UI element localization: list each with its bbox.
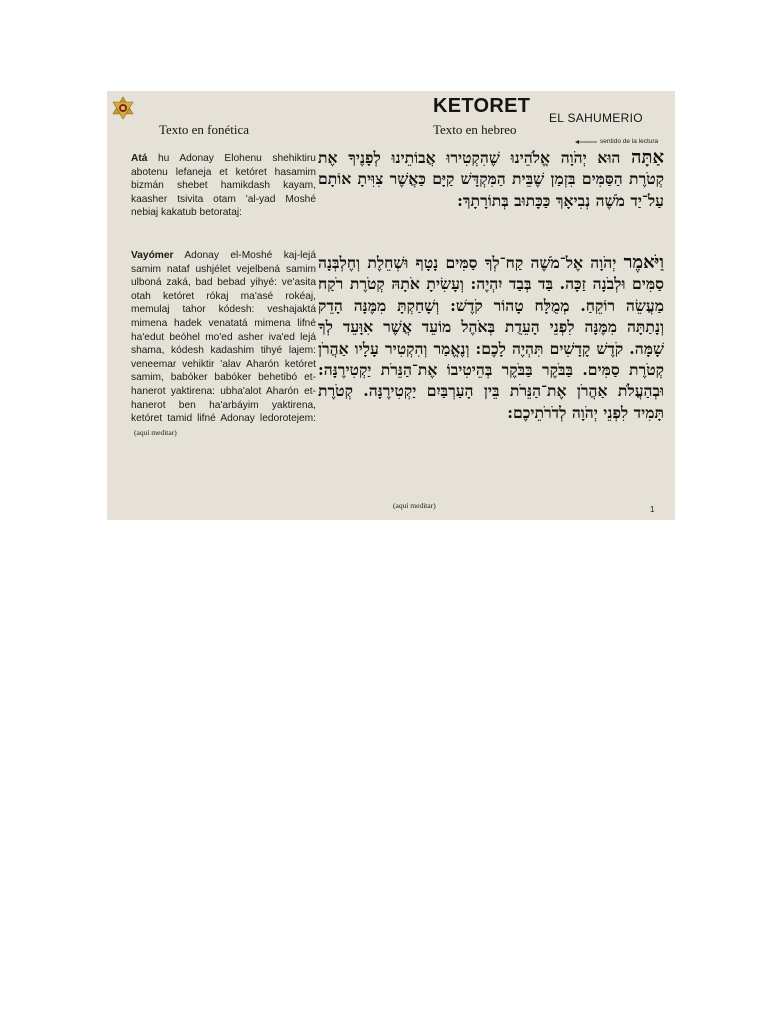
phonetic-column-heading: Texto en fonética [159, 122, 250, 137]
page-number: 1 [650, 505, 655, 514]
phonetic-paragraph [131, 249, 316, 439]
star-of-david-icon [111, 96, 135, 120]
hebrew-text: יְהֹוָה אֶל־מֹשֶׁה קַח־לְךָ סַמִּים נָטָף וּשְׁחֵלֶת וְחֶלְבְּנָה סַמִּים וּלְבֹנָה זַכָּה. בַּד בְּבַד יִהְיֶה: וְעָשִׂיתָ אֹתָהּ קְטֹרֶת רֹקַח מַעֲשֵׂה רוֹקֵחַ. מְמֻלָּח טָהוֹר קֹדֶשׁ: וְשָׁחַקְתָּ מִמֶּנָּה הָדֵק וְנָתַתָּה מִמֶּנָּה לִפְנֵי הָעֵדֻת בְּאֹהֶל מוֹעֵד אֲשֶׁר אִוָּעֵד לְךָ שָׁמָּה. קֹדֶשׁ קָדָשִׁים תִּהְיֶה לָכֶם: וְנֶאֱמַר וְהִקְטִיר עָלָיו אַהֲרֹן קְטֹרֶת סַמִּים. בַּבֹּקֶר בַּבֹּקֶר בְּהֵיטִיבוֹ אֶת־הַנֵּרֹת יַקְטִירֶנָּה: וּבְהַעֲלֹת אַהֲרֹן אֶת־הַנֵּרֹת בֵּין הָעַרְבַּיִם יַקְטִירֶנָּה. קְטֹרֶת תָּמִיד לִפְנֵי יְהֹוָה לְדֹרֹתֵיכֶם: [318, 253, 664, 422]
reading-direction-label: sentido de la lectura [600, 138, 659, 145]
hebrew-lead-word: וַיֹּאמֶר [623, 252, 664, 273]
hebrew-text: הוּא יְהֹוָה אֱלֹהֵינוּ שֶׁהִקְטִירוּ אֲבוֹתֵינוּ לְפָנֶיךָ אֶת קְטֹרֶת הַסַּמִּים בִּזְמַן שֶׁבֵּית הַמִּקְדָּשׁ קַיָּם כַּאֲשֶׁר צִוִּיתָ אוֹתָם עַל־יַד מֹשֶׁה נְבִיאָךְ כַּכָּתוּב בְּתוֹרָתָךְ: [318, 148, 664, 210]
phonetic-text: hu Adonay Elohenu shehiktiru abotenu lefaneja et ketóret hasamim bizmán shebet hamikdash kayam, kaasher tsivita otam 'al-yad Moshé nebiaj kakatub betorataj: [131, 153, 316, 219]
phonetic-text: Adonay el-Moshé kaj-lejá samim nataf ushjélet vejelbená samim ulboná zaká, bad bebad yihyé: ve'asita otah ketóret rókaj ma'asé rokéaj, memulaj tahor kódesh: veshajaktá mimena hadek venatatá mimena lifné ha'edut beóhel mo'ed asher iva'ed lejá shama, kódesh kadashim tihyé lajem: veneemar vehiktir 'alav Aharón ketóret samim, babóker babóker behetibó et-hanerot yaktirena: ubha'alot Aharón et-hanerot ben ha'arbáyim yaktirena, ketóret tamid lifné Adonay ledorotejem: [131, 250, 316, 425]
reading-direction-indicator [575, 138, 658, 145]
hebrew-column-heading: Texto en hebreo [433, 122, 517, 137]
hebrew-lead-word: אַתָּה [631, 147, 664, 168]
phonetic-lead-word: Vayómer [131, 250, 174, 261]
phonetic-paragraph [131, 152, 316, 220]
hebrew-paragraph [318, 252, 664, 423]
meditation-note: (aquí meditar) [393, 501, 436, 510]
meditation-note: (aquí meditar) [134, 427, 177, 437]
page-subtitle: EL SAHUMERIO [549, 111, 643, 125]
arrow-left-icon [575, 139, 597, 145]
document-page [107, 91, 675, 520]
hebrew-paragraph [318, 147, 664, 211]
page-title: KETORET [433, 95, 531, 117]
phonetic-lead-word: Atá [131, 153, 148, 164]
